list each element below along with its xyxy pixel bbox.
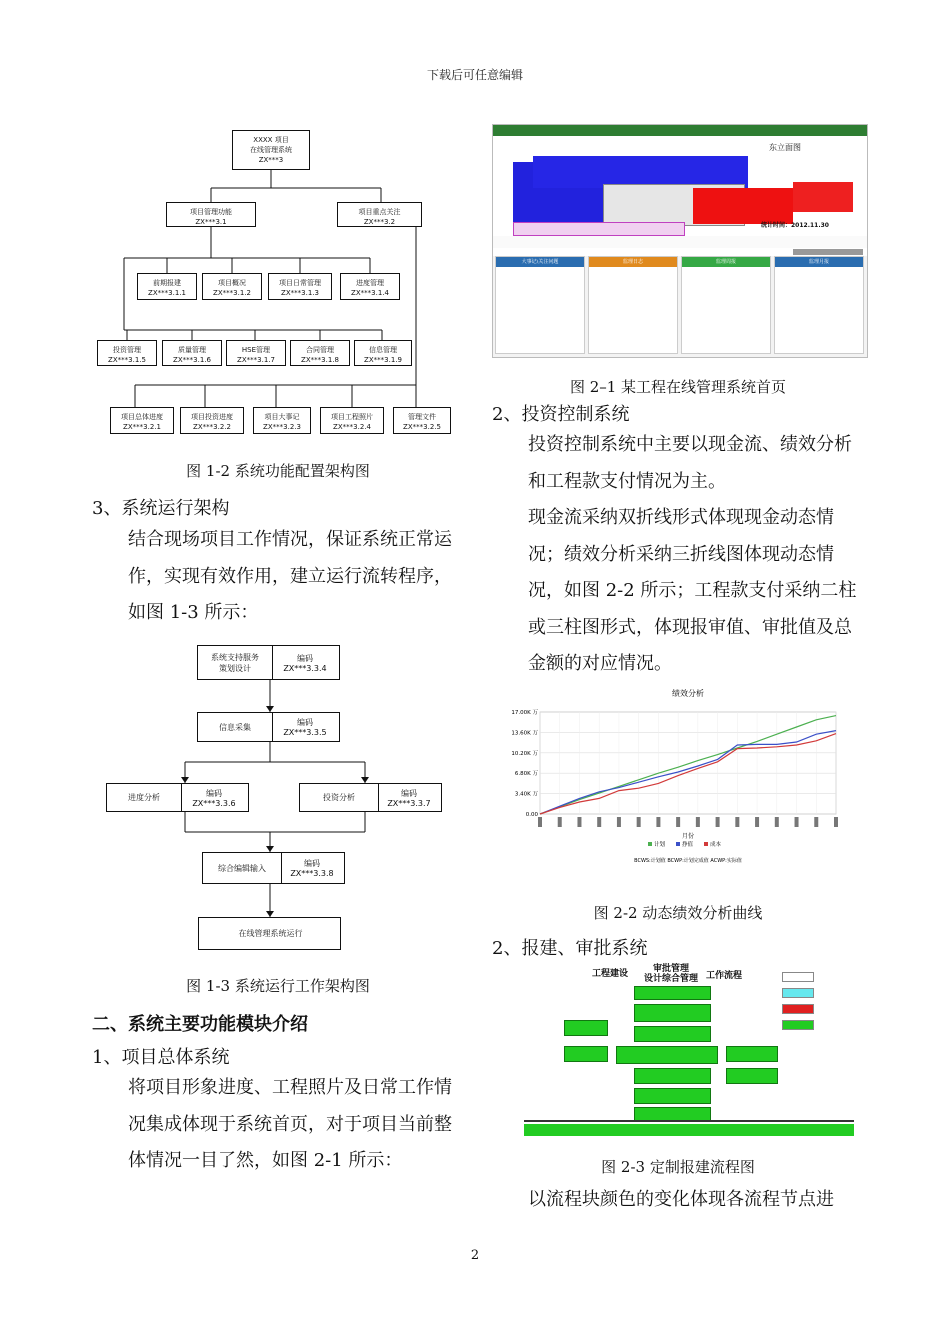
section-2-paragraph-1: 投资控制系统中主要以现金流、绩效分析和工程款支付情况为主。: [528, 434, 852, 492]
fig12-mgmt-functions-box: 项目管理功能 ZX***3.1: [166, 202, 256, 227]
plot-area: [540, 712, 836, 814]
y-tick-label: 0.00: [525, 812, 538, 818]
x-tick-label: [755, 817, 759, 827]
x-axis-label: 月份: [681, 833, 695, 840]
fig13-progress-analysis-box: 进度分析 编码 ZX***3.3.6: [106, 783, 249, 812]
fig22-performance-chart: [500, 684, 845, 869]
fig12-box: HSE管理 ZX***3.1.7: [226, 340, 286, 366]
fig12-box: 管理文件 ZX***3.2.5: [393, 407, 451, 434]
fig13-connectors: [0, 0, 475, 960]
x-tick-label: [795, 817, 799, 827]
fig13-system-support-box: 系统支持服务 策划设计 编码 ZX***3.3.4: [197, 645, 340, 680]
section-2-title: 2、投资控制系统: [492, 404, 630, 425]
section-3-paragraph: 结合现场项目工作情况，保证系统正常运作，实现有效作用，建立运行流转程序，如图 1-3 所示：: [128, 529, 452, 623]
fig12-box: 前期报建 ZX***3.1.1: [137, 273, 197, 300]
section-2-paragraph-2: 现金流采纳双折线形式体现现金动态情况；绩效分析采纳三折线图体现动态情况，如图 2-2 所示；工程款支付采纳二柱或三柱图形式，体现报审值、审批值及总金额的对应情况。: [528, 507, 857, 674]
x-tick-label: [775, 817, 779, 827]
x-tick-label: [597, 817, 601, 827]
fig12-box: 投资管理 ZX***3.1.5: [97, 340, 157, 366]
fig21-legend-bar: [493, 236, 867, 248]
fig12-key-focus-box: 项目重点关注 ZX***3.2: [337, 202, 422, 227]
legend-label: 挣值: [682, 842, 694, 848]
fig23-title-mid: 审批管理 设计综合管理: [644, 964, 699, 984]
fig21-top-nav: [493, 125, 867, 136]
fig13-caption: 图 1-3 系统运行工作架构图: [186, 977, 370, 995]
fig23-title-right: 工作流程: [706, 971, 743, 981]
section-1-paragraph: 将项目形象进度、工程照片及日常工作情况集成体现于系统首页，对于项目当前整体情况一目了然，如图 2-1 所示：: [128, 1077, 452, 1171]
x-tick-label: [834, 817, 838, 827]
section-4-paragraph: 以流程块颜色的变化体现各流程节点进: [528, 1189, 834, 1210]
fig21-stat-time: 统计时间：2012.11.30: [761, 222, 829, 229]
y-tick-label: 3.40K 万: [514, 791, 538, 798]
fig21-more-bar: [493, 248, 867, 256]
fig23-title: 工程建设: [592, 969, 629, 979]
fig21-building-view: [493, 136, 867, 236]
y-tick-label: 13.60K 万: [511, 730, 538, 737]
x-tick-label: [696, 817, 700, 827]
fig12-box: 项目大事记 ZX***3.2.3: [253, 407, 311, 434]
fig12-box: 项目工程照片 ZX***3.2.4: [320, 407, 384, 434]
fig21-homepage-screenshot: [492, 124, 868, 358]
legend-swatch: [648, 842, 652, 846]
fig13-integrated-input-box: 综合编辑输入 编码 ZX***3.3.8: [202, 852, 345, 884]
legend-swatch: [704, 842, 708, 846]
fig12-box: 质量管理 ZX***3.1.6: [162, 340, 222, 366]
legend-label: 成本: [710, 842, 722, 848]
x-tick-label: [676, 817, 680, 827]
x-tick-label: [814, 817, 818, 827]
fig12-box: 进度管理 ZX***3.1.4: [340, 273, 400, 300]
section-4-title: 2、报建、审批系统: [492, 938, 648, 959]
chart-footnote: BCWS:计划值 BCWP:计划完成值 ACWP:实际值: [634, 858, 742, 864]
fig12-box: 项目投资进度 ZX***3.2.2: [180, 407, 244, 434]
x-tick-label: [538, 817, 542, 827]
fig23-caption: 图 2-3 定制报建流程图: [601, 1158, 755, 1176]
x-tick-label: [735, 817, 739, 827]
fig23-flow-diagram: [524, 964, 854, 1136]
fig21-panel-4: 监理月报: [774, 256, 864, 354]
fig21-panel-2: 监理日志: [588, 256, 678, 354]
fig13-info-collect-box: 信息采集 编码 ZX***3.3.5: [197, 712, 340, 742]
fig12-caption: 图 1-2 系统功能配置架构图: [186, 462, 370, 480]
fig12-box: 项目概况 ZX***3.1.2: [202, 273, 262, 300]
fig12-box: 项目总体进度 ZX***3.2.1: [110, 407, 174, 434]
fig13-investment-analysis-box: 投资分析 编码 ZX***3.3.7: [299, 783, 442, 812]
legend-swatch: [676, 842, 680, 846]
x-tick-label: [558, 817, 562, 827]
section-3-title: 3、系统运行架构: [92, 498, 230, 519]
fig12-box: 项目日常管理 ZX***3.1.3: [268, 273, 332, 300]
page-number: 2: [470, 1248, 480, 1263]
fig21-panel-3: 监理周报: [681, 256, 771, 354]
fig21-caption: 图 2–1 某工程在线管理系统首页: [569, 378, 787, 396]
fig12-root-box: XXXX 项目 在线管理系统 ZX***3: [232, 130, 310, 170]
section-1-title: 1、项目总体系统: [92, 1047, 230, 1068]
chapter-2-title: 二、系统主要功能模块介绍: [92, 1014, 308, 1035]
y-tick-label: 17.00K 万: [511, 710, 538, 716]
x-tick-label: [716, 817, 720, 827]
chart-title: 绩效分析: [672, 689, 704, 698]
x-tick-label: [656, 817, 660, 827]
x-tick-label: [637, 817, 641, 827]
y-tick-label: 10.20K 万: [511, 750, 538, 757]
fig22-caption: 图 2-2 动态绩效分析曲线: [593, 904, 763, 922]
fig12-box: 合同管理 ZX***3.1.8: [290, 340, 350, 366]
fig13-system-run-box: 在线管理系统运行: [198, 917, 341, 950]
y-tick-label: 6.80K 万: [514, 771, 538, 778]
page-header: 下载后可任意编辑: [426, 68, 523, 82]
fig21-panel-1: 大事记\关注问题: [495, 256, 585, 354]
x-tick-label: [617, 817, 621, 827]
x-tick-label: [577, 817, 581, 827]
fig21-title: 东立面图: [769, 143, 801, 152]
legend-label: 计划: [654, 842, 666, 848]
fig12-box: 信息管理 ZX***3.1.9: [354, 340, 412, 366]
